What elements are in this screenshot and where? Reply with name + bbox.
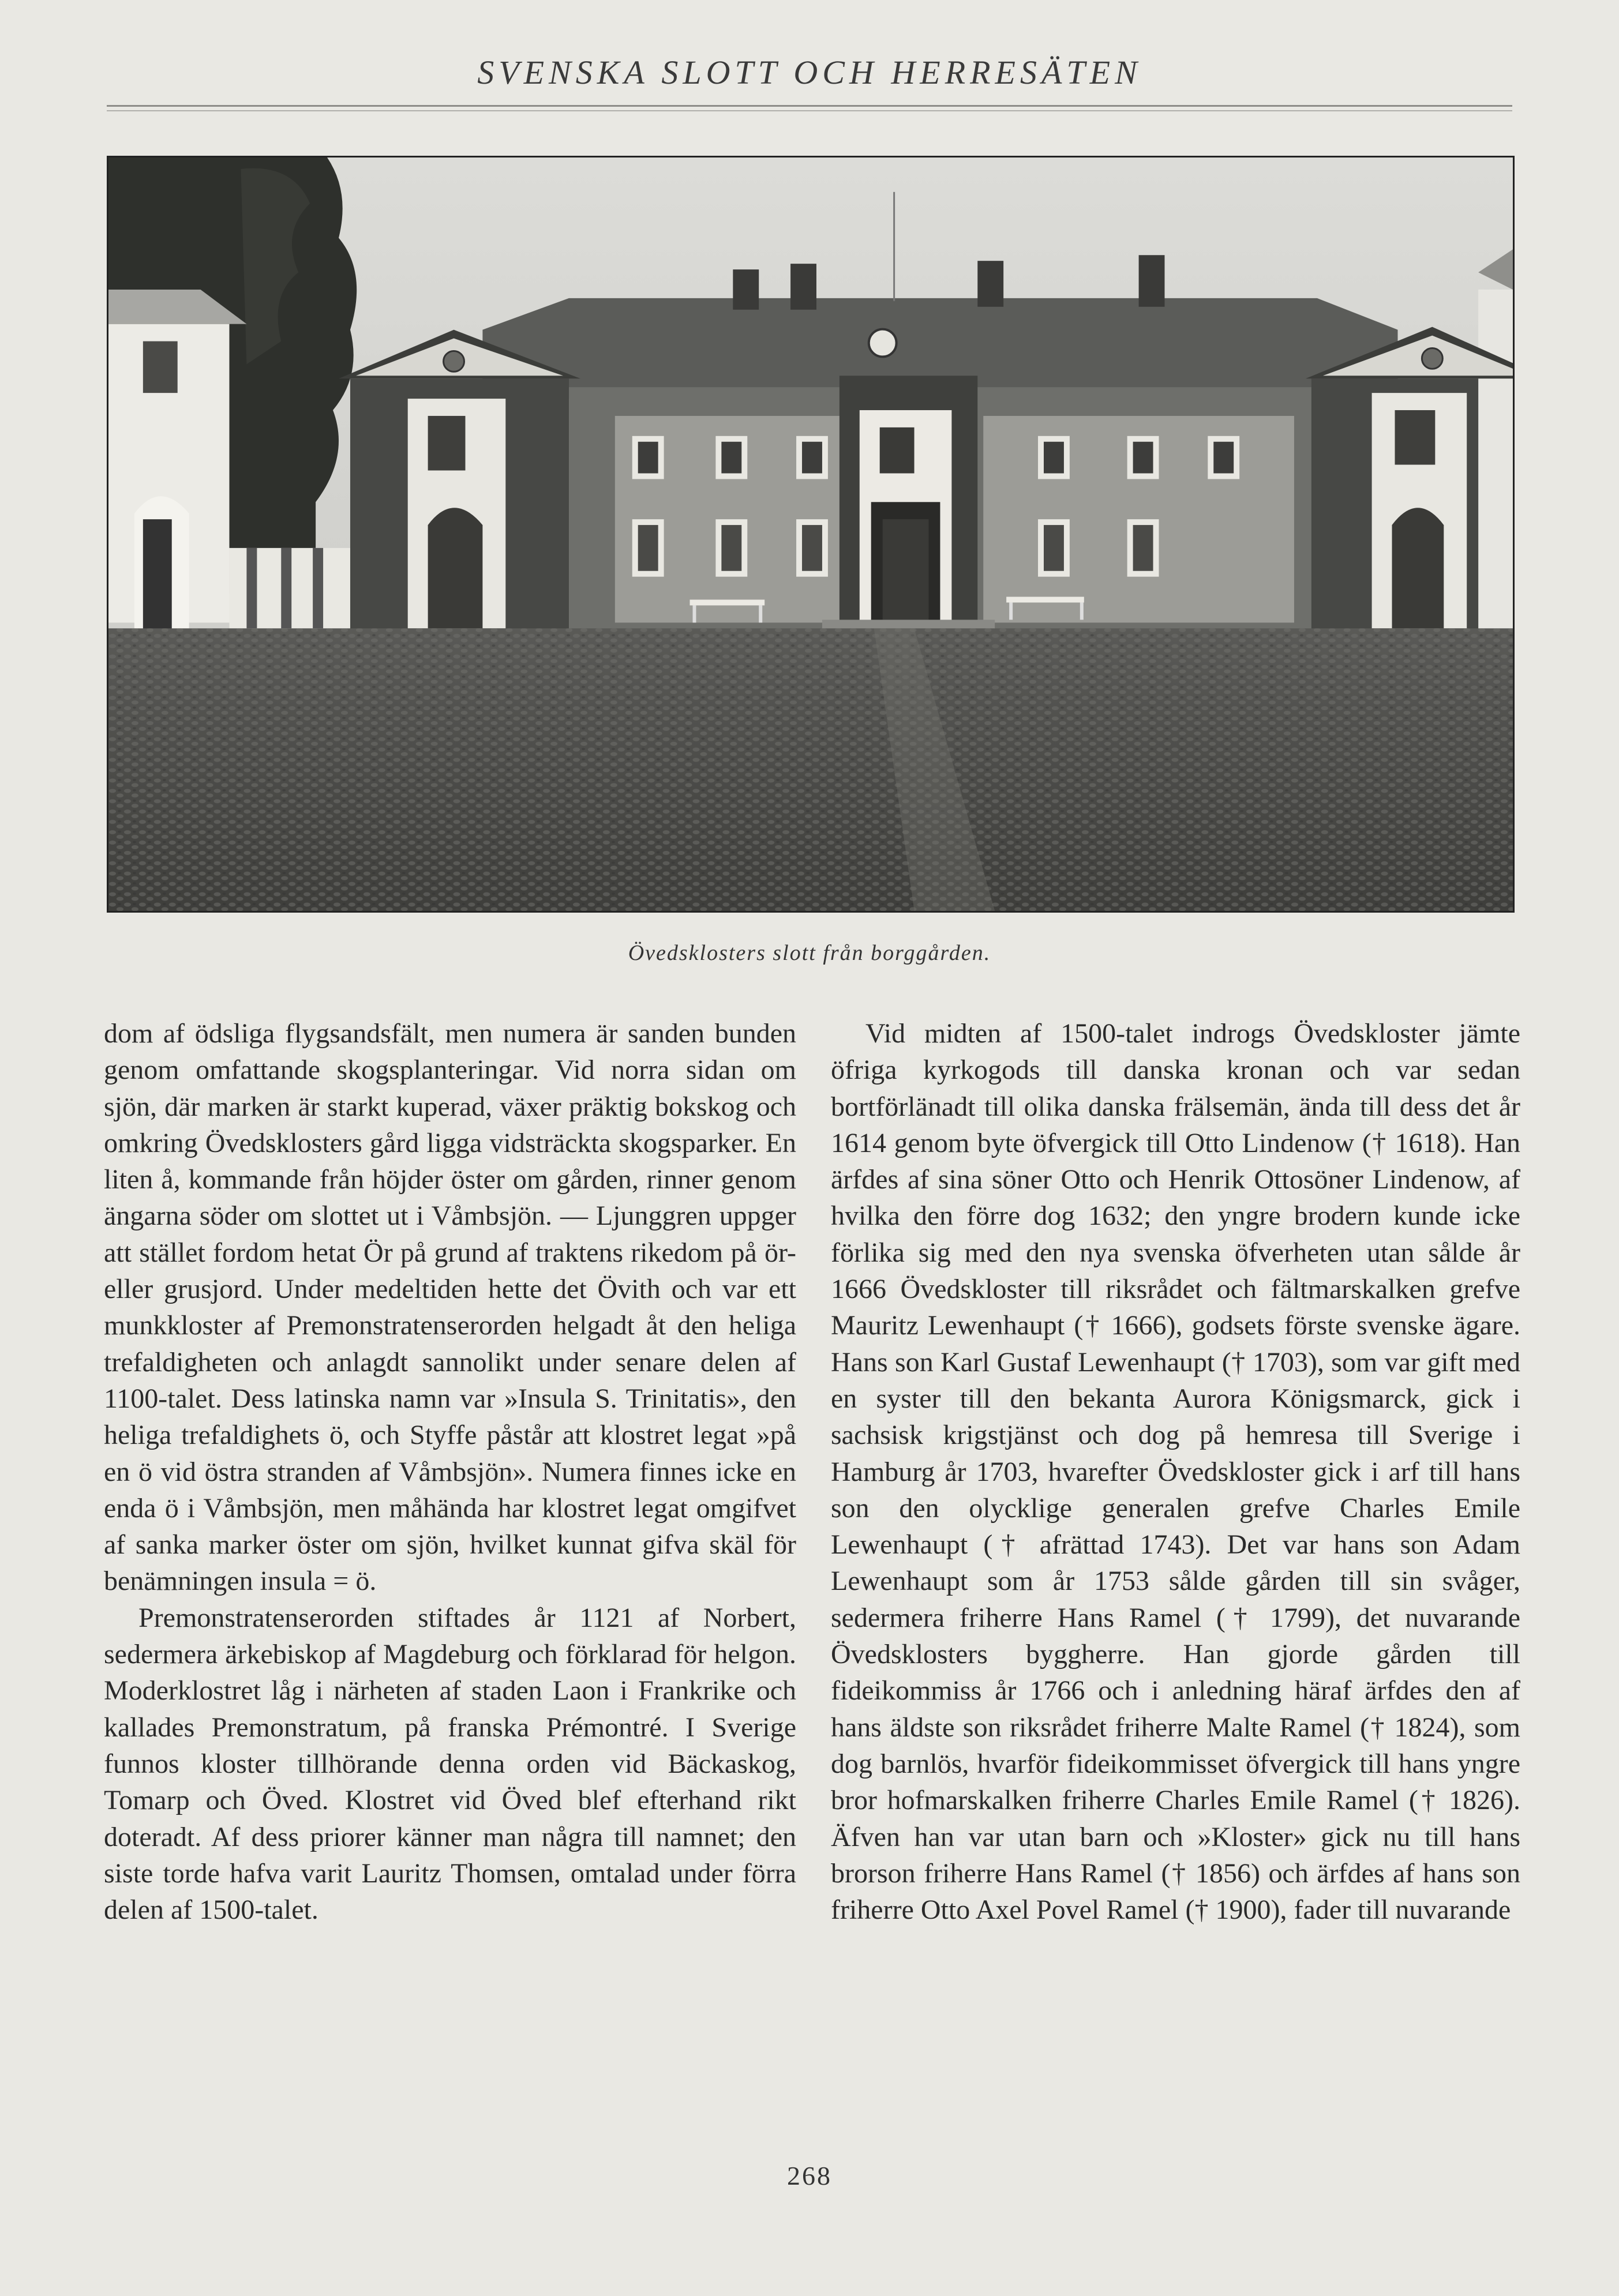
paragraph: Vid midten af 1500-talet indrogs Övedskloster jämte öfriga kyrkogods till danska kronan och var sedan bortförlänadt till olika danska frälsemän, ända till dess det år 1614 genom byte öfvergick till Otto Lindenow († 1618). Han ärfdes af sina söner Otto och Henrik Ottosöner Lindenow, af hvilka den förre dog 1632; den yngre brodern kunde icke förlika sig med den nya svenska öfverheten utan sålde år 1666 Övedskloster till riksrådet och fältmarskalken grefve Mauritz Lewenhaupt († 1666), godsets förste svenske ägare. Hans son Karl Gustaf Lewenhaupt († 1703), som var gift med en syster till den bekanta Aurora Königsmarck, gick i sachsisk krigstjänst och dog på hemresa till Sverige i Hamburg år 1703, hvarefter Övedskloster gick i arf till hans son den olycklige generalen grefve Charles Emile Lewenhaupt († afrättad 1743). Det var hans son Adam Lewenhaupt som år 1753 sålde gården till sin svåger, sedermera friherre Hans Ramel († 1799), det nuvarande Övedsklosters byggherre. Han gjorde gården till fideikommiss år 1766 och i anledning häraf ärfdes den af hans äldste son riksrådet friherre Malte Ramel († 1824), som dog barnlös, hvarför fideikommisset öfvergick till hans yngre bror hofmarskalken friherre Charles Emile Ramel († 1826). Äfven han var utan barn och »Kloster» gick nu till hans brorson friherre Hans Ramel († 1856) och ärfdes af hans son friherre Otto Axel Povel Ramel († 1900), fader till nuvarande	[831, 1018, 1520, 1926]
running-header: SVENSKA SLOTT OCH HERRESÄTEN	[477, 54, 1142, 91]
figure-caption: Övedsklosters slott från borggården.	[628, 941, 991, 965]
header-rule	[107, 105, 1512, 107]
text-column-right	[831, 1015, 1520, 1928]
paragraph: Premonstratenserorden stiftades år 1121 af Norbert, sedermera ärkebiskop af Magdeburg och förklarad för helgon. Moderklostret låg i närheten af staden Laon i Frankrike och kallades Premonstratum, på franska Prémontré. I Sverige funnos kloster tillhörande denna orden vid Bäckaskog, Tomarp och Öved. Klostret vid Öved blef efterhand rikt doteradt. Af dess priorer känner man några till namnet; den siste torde hafva varit Lauritz Thomsen, omtalad under förra delen af 1500-talet.	[104, 1602, 796, 1926]
text-column-left	[104, 1015, 796, 1928]
manor-photograph	[107, 156, 1515, 913]
manor-photo-illustration	[108, 157, 1513, 911]
page-number: 268	[787, 2161, 832, 2190]
paragraph: dom af ödsliga flygsandsfält, men numera är sanden bunden genom omfattande skogsplanteringar. Vid norra sidan om sjön, där marken är starkt kuperad, växer präktig bokskog och omkring Övedsklosters gård ligga vidsträckta skogsparker. En liten å, kommande från höjder öster om gården, rinner genom ängarna söder om slottet ut i Våmbsjön. — Ljunggren uppger att stället fordom hetat Ör på grund af traktens rikedom på ör- eller grusjord. Under medeltiden hette det Övith och var ett munkkloster af Premonstratenserorden helgadt åt den heliga trefaldigheten och anlagdt sannolikt under senare delen af 1100-talet. Dess latinska namn var »Insula S. Trinitatis», den heliga trefaldighets ö, och Styffe påstår att klostret legat »på en ö vid östra stranden af Våmbsjön». Numera finnes icke en enda ö i Våmbsjön, men måhända har klostret legat omgifvet af sanka marker öster om sjön, hvilket kunnat gifva skäl för benämningen insula = ö.	[104, 1018, 796, 1597]
header-rule-secondary	[107, 110, 1512, 111]
